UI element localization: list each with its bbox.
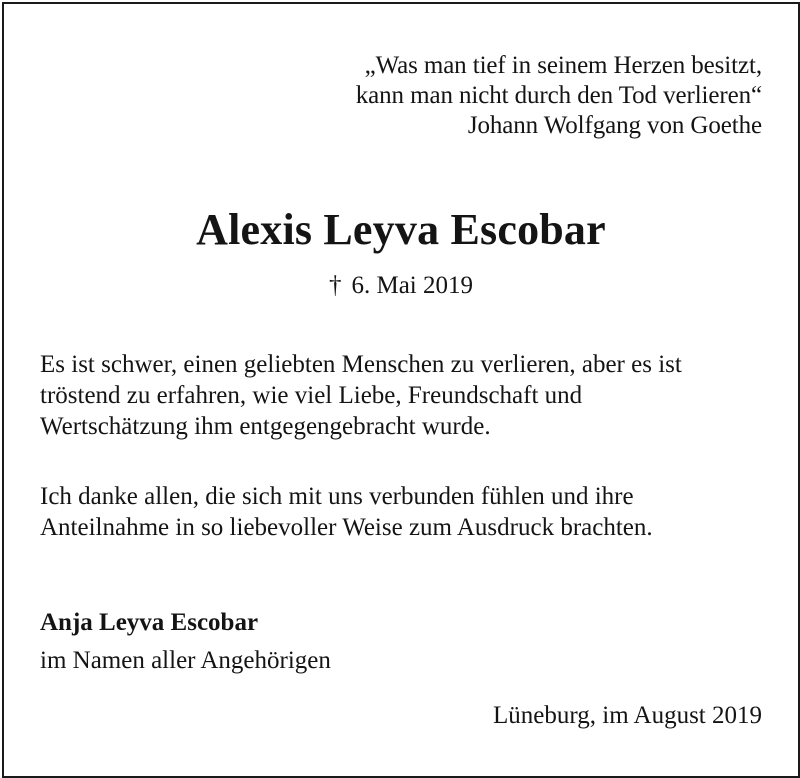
signature-subtitle: im Namen aller Angehörigen [40, 647, 331, 674]
paragraph-line: Es ist schwer, einen geliebten Menschen zu verlieren, aber es ist [40, 351, 682, 378]
paragraph-line: tröstend zu erfahren, wie viel Liebe, Freundschaft und [40, 382, 583, 409]
paragraph-line: Ich danke allen, die sich mit uns verbunden fühlen und ihre [40, 483, 634, 510]
quote-line-1: „Was man tief in seinem Herzen besitzt, [364, 52, 762, 79]
thanks-paragraph-1 [40, 349, 682, 442]
thanks-paragraph-2 [40, 481, 653, 543]
cross-icon: † [328, 272, 342, 299]
quote-line-2: kann man nicht durch den Tod verlieren“ [355, 82, 762, 109]
death-date-line [4, 270, 798, 302]
paragraph-line: Wertschätzung ihm entgegengebracht wurde. [40, 413, 491, 440]
goethe-quote [356, 51, 762, 141]
place-and-date: Lüneburg, im August 2019 [493, 702, 762, 729]
quote-author: Johann Wolfgang von Goethe [467, 112, 762, 139]
deceased-name: Alexis Leyva Escobar [196, 205, 606, 254]
death-date: 6. Mai 2019 [351, 272, 474, 299]
signature-name: Anja Leyva Escobar [40, 609, 259, 636]
paragraph-line: Anteilnahme in so liebevoller Weise zum Ausdruck brachten. [40, 514, 653, 541]
obituary-notice [2, 2, 800, 778]
